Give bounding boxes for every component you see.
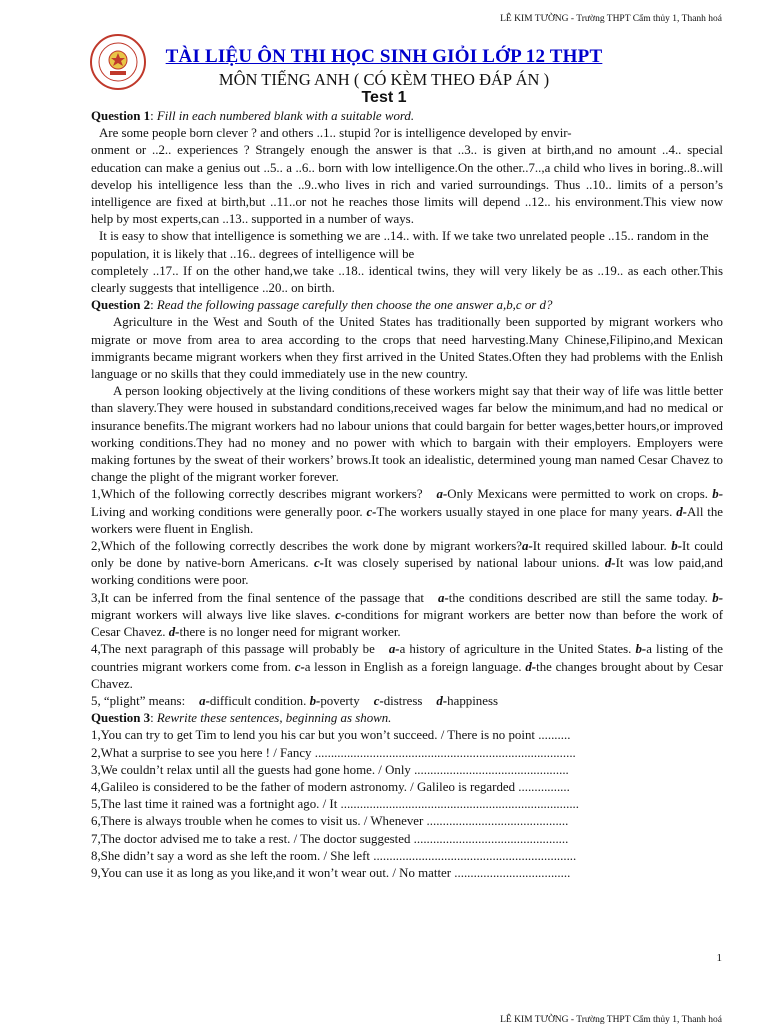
document-body (91, 108, 723, 882)
q3-item-6: 6,There is always trouble when he comes to visit us. / Whenever ............................................ (91, 814, 569, 829)
question-2-label: Question 2 (91, 298, 151, 313)
document-title: TÀI LIỆU ÔN THI HỌC SINH GIỎI LỚP 12 THPT (165, 46, 603, 67)
question-3-label: Question 3 (91, 711, 151, 726)
question-1-label: Question 1 (91, 109, 151, 123)
q3-item-1: 1,You can try to get Tim to lend you his car but you won’t succeed. / There is no point .......... (91, 728, 571, 743)
document-subtitle: MÔN TIẾNG ANH ( CÓ KÈM THEO ĐÁP ÁN ) (218, 70, 550, 89)
question-2-heading: Question 2: Read the following passage carefully then choose the one answer a,b,c or d? (91, 298, 553, 313)
q3-item-2: 2,What a surprise to see you here ! / Fancy ................................................................................. (91, 745, 576, 760)
question-3-heading: Question 3: Rewrite these sentences, beginning as shown. (91, 711, 392, 726)
q1-paragraph-2a: It is easy to show that intelligence is something we are ..14.. with. If we take two unrelated people ..15.. random in the population, it is likely that ..16.. degrees of intelligence will be (91, 229, 709, 261)
q3-item-3: 3,We couldn’t relax until all the guests had gone home. / Only ................................................ (91, 762, 569, 777)
q2-item-5: 5, “plight” means: a-difficult condition. b-poverty c-distress d-happiness (91, 693, 499, 708)
page-header: LÊ KIM TƯỜNG - Trường THPT Cẩm thủy 1, Thanh hoá (500, 14, 722, 24)
question-1-instruction: Fill in each numbered blank with a suitable word. (156, 109, 415, 123)
question-3-instruction: Rewrite these sentences, beginning as shown. (156, 711, 392, 726)
q3-item-5: 5,The last time it rained was a fortnight ago. / It .......................................................................... (91, 797, 579, 812)
q1-paragraph-1b: onment or ..2.. experiences ? Strangely enough the answer is that ..3.. is given at birth,and no amount ..4.. special education can make a genius out ..5.. a ..6.. born with low intelligence.On the other..7..,a child who lives in boring..8..will develop his intelligence less than the ..9..who lives in rich and varied surroundings. Thus ..10.. limits of a person’s intelligence are fixed at birth,but ..11..or not he reaches those limits will depend ..12.. his environment.This view now help by most experts,can ..13.. supported in a number of ways. (91, 143, 723, 227)
q2-item-4: 4,The next paragraph of this passage will probably be a-a history of agriculture in the United States. b-a listing of the countries migrant workers come from. c-a lesson in English as a foreign language. d-the changes brought about by Cesar Chavez. (91, 642, 723, 691)
question-2-instruction: Read the following passage carefully then choose the one answer a,b,c or d? (156, 298, 553, 313)
page-footer: LÊ KIM TƯỜNG - Trường THPT Cẩm thủy 1, Thanh hoá (500, 1015, 722, 1025)
q1-paragraph-1a: Are some people born clever ? and others ..1.. stupid ?or is intelligence developed by envir- (99, 126, 572, 141)
q1-paragraph-2b: completely ..17.. If on the other hand,we take ..18.. identical twins, they will very likely be as ..19.. as each other.This clearly suggests that intelligence ..20.. on birth. (91, 263, 723, 296)
q2-paragraph-1: Agriculture in the West and South of the United States has traditionally been supported by migrant workers who migrate or move from area to area according to the crops that need harvesting.Many Chinese,Filipino,and Mexican immigrants became migrant workers when they first arrived in the United States.Often they had problems with the Enlish language or no skills that they could immediately use in the new country. (91, 315, 723, 382)
page-number: 1 (716, 952, 722, 964)
question-1-heading: Question 1: Fill in each numbered blank with a suitable word. (91, 109, 415, 123)
q3-item-8: 8,She didn’t say a word as she left the room. / She left ............................................................... (91, 848, 577, 863)
q2-paragraph-2: A person looking objectively at the living conditions of these workers might say that their way of life was little better than slavery.They were housed in substandard conditions,received wages far below the minimum,and had no medical or insurance benefits.The migrant workers had no labour unions that could bargain for better wages,better hours,or improved working conditions.They had no money and no power with which to bargain with their employers. Employers were making fortunes by the sweat of their workers’ brows.It took an idealistic, determined young man named Cesar Chavez to change the plight of the migrant worker forever. (91, 384, 723, 485)
test-heading: Test 1 (361, 89, 407, 106)
q2-item-3: 3,It can be inferred from the final sentence of the passage that a-the conditions described are still the same today. b-migrant workers will always live like slaves. c-conditions for migrant workers are better now than before the work of Cesar Chavez. d-there is no longer need for migrant worker. (91, 590, 724, 640)
q3-item-7: 7,The doctor advised me to take a rest. / The doctor suggested ................................................ (91, 831, 569, 846)
q3-item-9: 9,You can use it as long as you like,and it won’t wear out. / No matter .................................... (91, 865, 571, 880)
q2-item-2: 2,Which of the following correctly describes the work done by migrant workers?a-It required skilled labour. b-It could only be done by native-born Americans. c-It was closely superised by national labour unions. d-It was low paid,and working conditions were poor. (91, 539, 723, 588)
q3-item-4: 4,Galileo is considered to be the father of modern astronomy. / Galileo is regarded ................ (91, 779, 570, 794)
q2-item-1: 1,Which of the following correctly describes migrant workers? a-Only Mexicans were permitted to work on crops. b-Living and working conditions were generally poor. c-The workers usually stayed in one place for many years. d-All the workers were fluent in English. (91, 487, 723, 536)
